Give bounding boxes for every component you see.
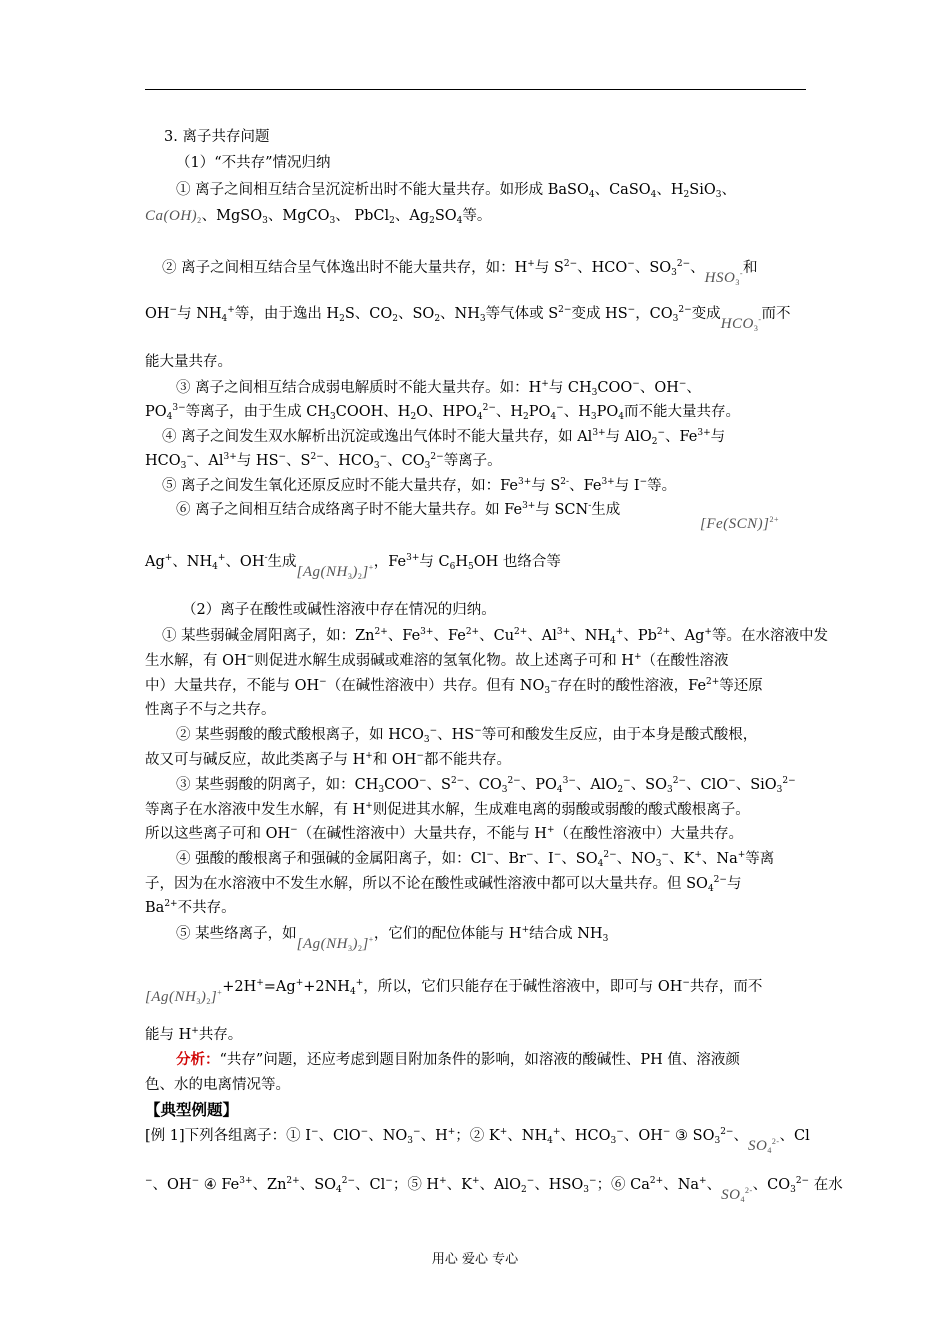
- formula-ag-nh3: $[Ag(NH_3)_2]^+$: [296, 563, 374, 581]
- formula-ag-nh3: $[Ag(NH_3)_2]^+$: [296, 935, 374, 953]
- para-line: 子，因为在水溶液中不发生水解，所以不论在酸性或碱性溶液中都可以大量共存。但 $SO_4^{2-}$与: [145, 875, 742, 894]
- para-line: ③ 某些弱酸的阴离子，如：$CH_3COO^-$、$S^{2-}$、$CO_3^{2-}$、$PO_4^{3-}$、AlO$_2$−、$SO_3^{2-}$、ClO−、SiO$_3^{2-}$: [176, 776, 796, 795]
- example-line: [例 1]下列各组离子：① I−、ClO−、$NO_3^-$、H+；② K+、$NH_4^+$、$HCO_3^-$、OH− ③ $SO_3^{2-}$、$SO_4^{2-}$、Cl: [145, 1127, 810, 1155]
- example-line: −、OH− ④ $Fe^{3+}$、$Zn^{2+}$、$SO_4^{2-}$、Cl−；⑤ H+、K+、AlO$_2$−、$HSO_3^-$；⑥ $Ca^{2+}$、Na+、$SO_4^{2-}$、$CO_3^{2-}$ 在水: [145, 1176, 843, 1204]
- para-line: 能与 H+共存。: [145, 1026, 243, 1043]
- para-line: 所以这些离子可和 OH−（在碱性溶液中）大量共存，不能与 H+（在酸性溶液中）大量共存。: [145, 825, 744, 842]
- para-line: 中）大量共存，不能与 OH−（在碱性溶液中）共存。但有 $NO_3^-$存在时的酸性溶液，$Fe^{2+}$等还原: [145, 677, 763, 696]
- para-line: ① 某些弱碱金屑阳离子，如：$Zn^{2+}$、$Fe^{3+}$、$Fe^{2+}$、$Cu^{2+}$、$Al^{3+}$、$NH_4^+$、$Pb^{2+}$、Ag+等。在水溶液中发: [162, 627, 828, 646]
- para-line: $HCO_3^-$、$Al^{3+}$与 HS−、$S^{2-}$、$HCO_3^-$、$CO_3^{2-}$等离子。: [145, 452, 502, 471]
- para-line: OH−与 $NH_4^+$等，由于逸出 $H_2S$、$CO_2$、$SO_2$、$NH_3$等气体或 $S^{2-}$变成 HS−，$CO_3^{2-}$变成$HCO_3^-$而不: [145, 305, 791, 333]
- para-line: ③ 离子之间相互结合成弱电解质时不能大量共存。如：H+与 $CH_3COO^-$、OH−、: [176, 379, 701, 398]
- para-line: ⑤ 离子之间发生氧化还原反应时不能大量共存，如：$Fe^{3+}$与 $S^{2-}$、$Fe^{3+}$与 I−等。: [162, 477, 677, 494]
- para-line: $Ba^{2+}$不共存。: [145, 899, 236, 916]
- para-line: $Ca(OH)_2$、MgSO$_3$、MgCO$_3$、 PbCl$_2$、$Ag_2SO_4$等。: [145, 208, 492, 226]
- formula-fe-scn: $[Fe(SCN)]^{2+}$: [700, 515, 780, 532]
- formula-hco3: $HCO_3^-$: [720, 315, 762, 333]
- para-line: ⑥ 离子之间相互结合成络离子时不能大量共存。如 $Fe^{3+}$与 SCN-生成: [176, 501, 621, 518]
- para-line: 等离子在水溶液中发生水解，有 H+则促进其水解，生成难电离的弱酸或弱酸的酸式酸根离子。: [145, 801, 750, 818]
- subsection-2-title: （2）离子在酸性或碱性溶液中存在情况的归纳。: [182, 602, 496, 618]
- para-line: 生水解，有 OH−则促进水解生成弱碱或难溶的氢氧化物。故上述离子可和 H+（在酸性溶液: [145, 652, 729, 669]
- section-title: 3. 离子共存问题: [164, 129, 270, 145]
- para-line: 故又可与碱反应，故此类离子与 H+和 OH−都不能共存。: [145, 751, 512, 768]
- para-line: ② 离子之间相互结合呈气体逸出时不能大量共存，如：H+与 $S^{2-}$、HCO−、$SO_3^{2-}$、$HSO_3^-$和: [162, 259, 758, 287]
- page-footer: 用心 爱心 专心: [431, 1252, 519, 1267]
- header-rule: [145, 89, 806, 90]
- analysis-label: 分析：: [176, 1051, 220, 1068]
- formula-ag-nh3: $[Ag(NH_3)_2]^+$: [145, 988, 223, 1006]
- para-line: ④ 离子之间发生双水解析出沉淀或逸出气体时不能大量共存，如 $Al^{3+}$与 AlO$_2$−、$Fe^{3+}$与: [162, 428, 726, 447]
- para-line: ⑤ 某些络离子，如$[Ag(NH_3)_2]^+$，它们的配位体能与 H+结合成 $NH_3$: [176, 925, 609, 953]
- formula-so4: $SO_4^{2-}$: [747, 1137, 780, 1155]
- para-line: ④ 强酸的酸根离子和强碱的金属阳离子，如：Cl−、Br−、I−、$SO_4^{2-}$、$NO_3^-$、K+、Na+等离: [176, 850, 775, 869]
- para-line: $PO_4^{3-}$等离子，由于生成 $CH_3COOH$、$H_2O$、$HPO_4^{2-}$、$H_2PO_4^-$、$H_3PO_4$而不能大量共存。: [145, 403, 740, 422]
- subsection-1-title: （1）“不共存”情况归纳: [176, 155, 331, 171]
- para-line: 性离子不与之共存。: [145, 702, 276, 718]
- examples-heading: 【典型例题】: [145, 1100, 239, 1119]
- para-line: $[Ag(NH_3)_2]^++2H^+=Ag^++2NH_4^+$，所以，它们只能存在于碱性溶液中，即可与 OH−共存，而不: [145, 978, 763, 1006]
- para-line: Ag+、$NH_4^+$、OH-生成$[Ag(NH_3)_2]^+$，$Fe^{3+}$与 $C_6H_5OH$ 也络合等: [145, 553, 561, 581]
- para-line: ① 离子之间相互结合呈沉淀析出时不能大量共存。如形成 BaSO$_4$、CaSO$_4$、$H_2SiO_3$、: [176, 182, 736, 200]
- para-line: 能大量共存。: [145, 354, 232, 370]
- analysis-line: 分析：“共存”问题，还应考虑到题目附加条件的影响，如溶液的酸碱性、PH 值、溶液颜: [176, 1051, 740, 1068]
- formula-caoh2: $Ca(OH)_2$: [145, 208, 202, 225]
- formula-so4: $SO_4^{2-}$: [721, 1186, 753, 1204]
- para-line: 色、水的电离情况等。: [145, 1077, 290, 1093]
- formula-hso3: $HSO_3^-$: [704, 269, 744, 287]
- para-line: ② 某些弱酸的酸式酸根离子，如 $HCO_3^-$、HS−等可和酸发生反应，由于本身是酸式酸根，: [176, 726, 758, 745]
